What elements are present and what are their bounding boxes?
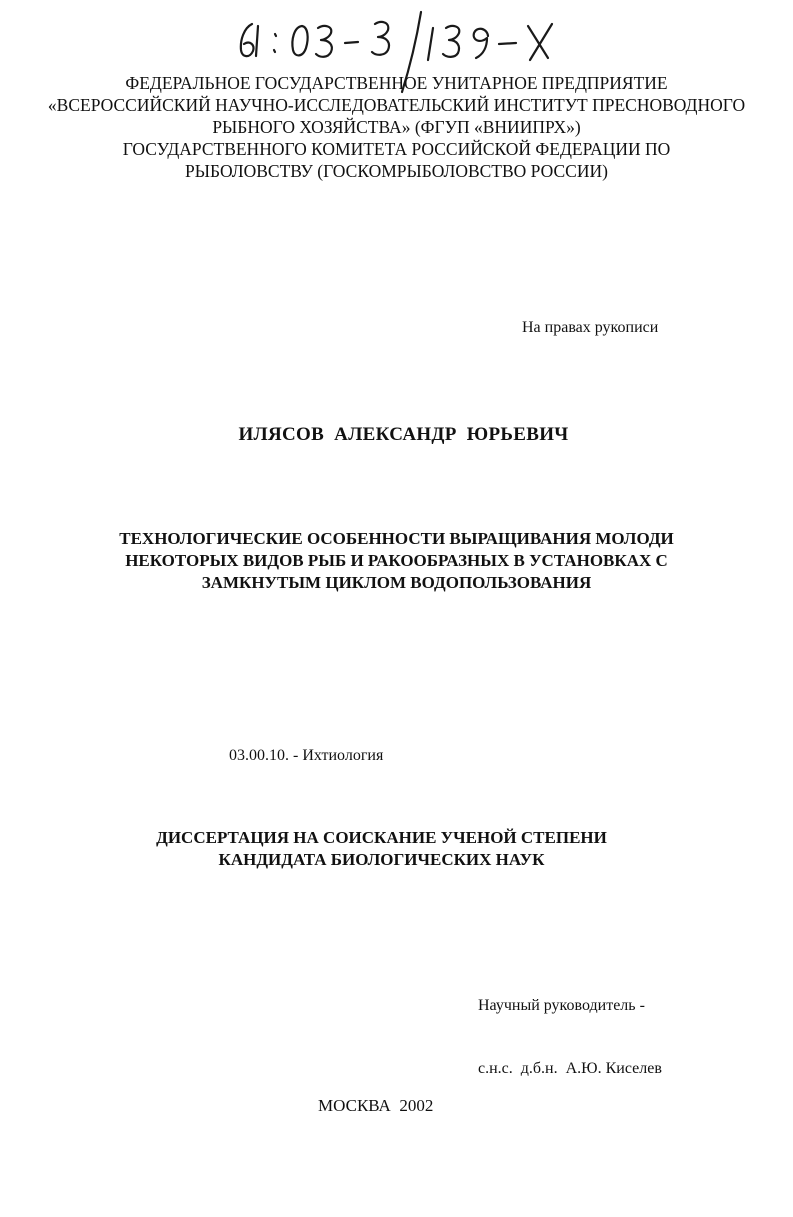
organization-header	[0, 72, 793, 182]
title-line: ТЕХНОЛОГИЧЕСКИЕ ОСОБЕННОСТИ ВЫРАЩИВАНИЯ МОЛОДИ	[119, 529, 674, 548]
organization-line: ГОСУДАРСТВЕННОГО КОМИТЕТА РОССИЙСКОЙ ФЕДЕРАЦИИ ПО	[122, 139, 671, 159]
organization-line: «ВСЕРОССИЙСКИЙ НАУЧНО-ИССЛЕДОВАТЕЛЬСКИЙ ИНСТИТУТ ПРЕСНОВОДНОГО	[47, 95, 746, 115]
supervisor-line: Научный руководитель -	[478, 997, 645, 1014]
city-year: МОСКВА 2002	[318, 1096, 434, 1115]
degree-statement	[0, 827, 793, 871]
title-line: ЗАМКНУТЫМ ЦИКЛОМ ВОДОПОЛЬЗОВАНИЯ	[201, 573, 592, 592]
supervisor-line: с.н.с. д.б.н. А.Ю. Киселев	[478, 1060, 662, 1077]
organization-line: РЫБОЛОВСТВУ (ГОСКОМРЫБОЛОВСТВО РОССИИ)	[185, 161, 608, 181]
organization-line: ФЕДЕРАЛЬНОЕ ГОСУДАРСТВЕННОЕ УНИТАРНОЕ ПРЕДПРИЯТИЕ	[125, 73, 668, 93]
degree-line: КАНДИДАТА БИОЛОГИЧЕСКИХ НАУК	[218, 850, 545, 869]
author-name: ИЛЯСОВ АЛЕКСАНДР ЮРЬЕВИЧ	[238, 424, 569, 445]
title-line: НЕКОТОРЫХ ВИДОВ РЫБ И РАКООБРАЗНЫХ В УСТАНОВКАХ С	[125, 551, 668, 570]
specialty-code: 03.00.10. - Ихтиология	[229, 747, 384, 764]
organization-line: РЫБНОГО ХОЗЯЙСТВА» (ФГУП «ВНИИПРХ»)	[212, 117, 581, 137]
manuscript-note: На правах рукописи	[522, 319, 659, 336]
supervisor-block	[478, 953, 662, 1121]
dissertation-title	[0, 528, 793, 594]
degree-line: ДИССЕРТАЦИЯ НА СОИСКАНИЕ УЧЕНОЙ СТЕПЕНИ	[156, 828, 607, 847]
